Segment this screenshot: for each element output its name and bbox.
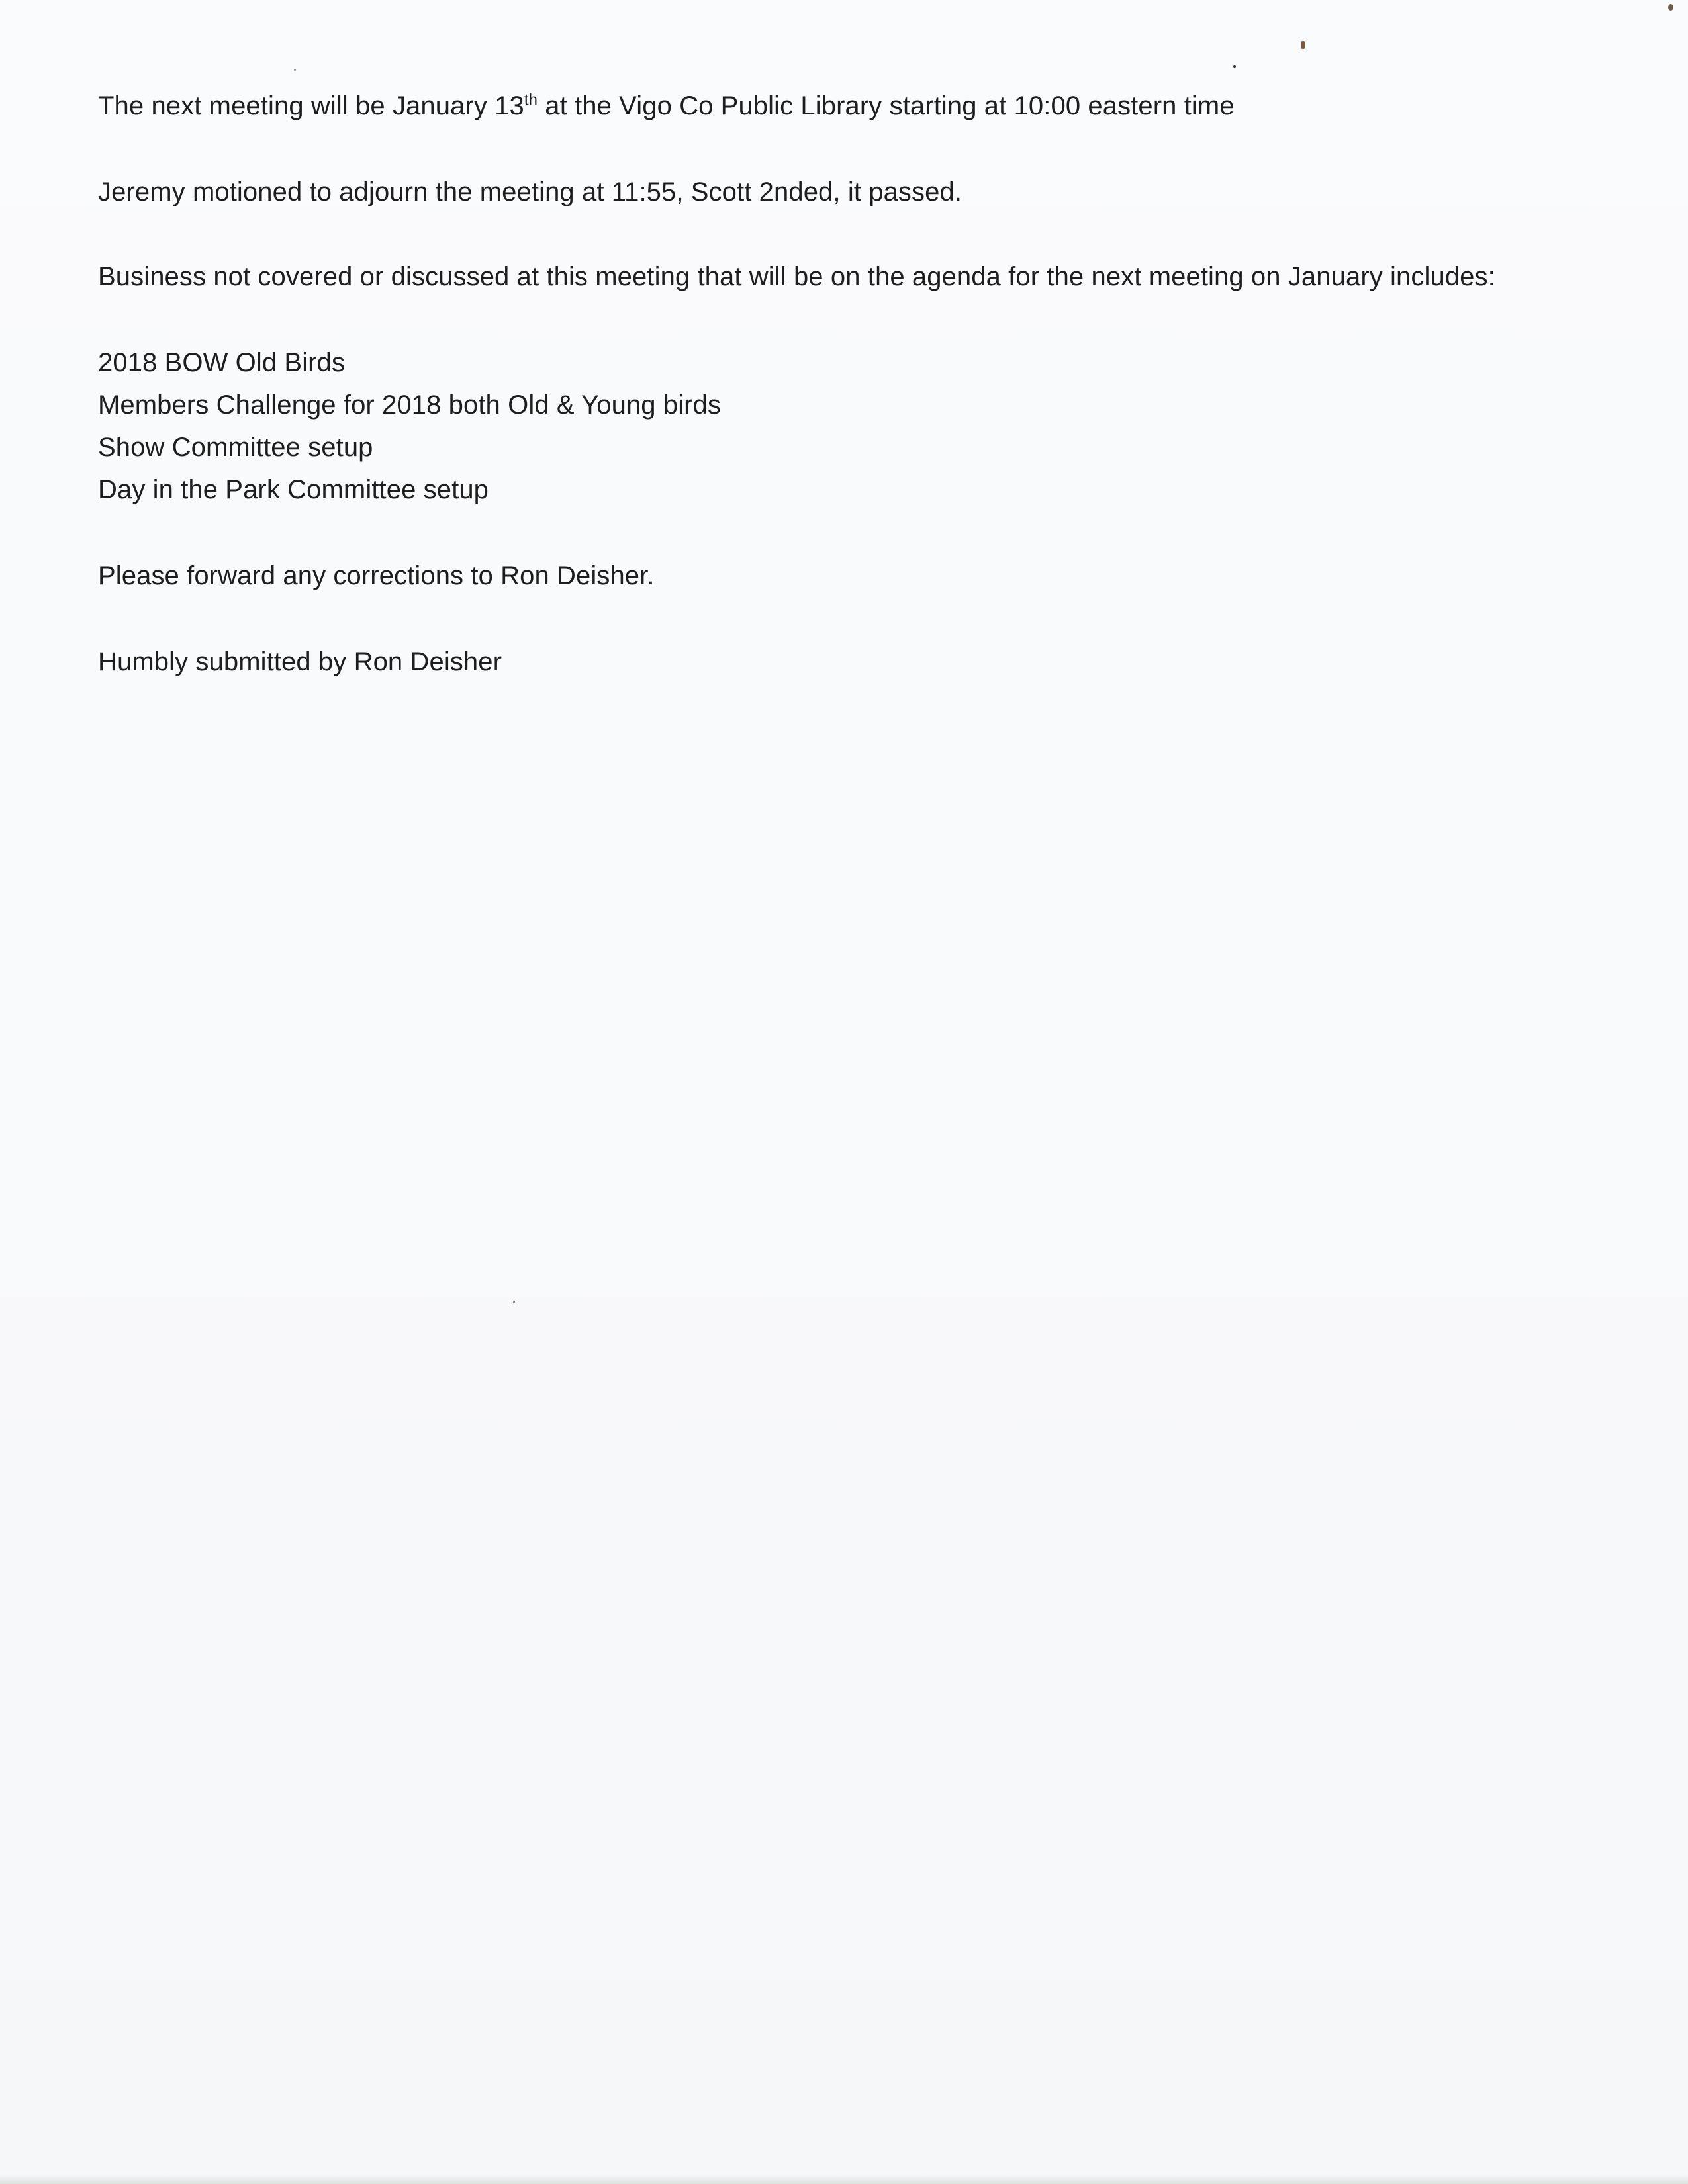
next-meeting-location: at the Vigo Co Public Library starting at 10:00 eastern time — [538, 91, 1235, 120]
adjourn-motion: Jeremy motioned to adjourn the meeting at 11:55, Scott 2nded, it passed. — [98, 177, 962, 206]
scan-speck — [294, 69, 296, 71]
agenda-item: Show Committee setup — [98, 433, 373, 462]
ordinal-suffix: th — [524, 91, 538, 109]
scan-speck — [513, 1301, 515, 1303]
business-not-covered: Business not covered or discussed at this meeting that will be on the agenda for the next meeting on January includes: — [98, 262, 1495, 291]
agenda-item: 2018 BOW Old Birds — [98, 348, 346, 377]
corrections-note: Please forward any corrections to Ron Deisher. — [98, 561, 655, 590]
next-meeting-line — [98, 90, 1235, 122]
scan-speck — [1233, 65, 1236, 68]
next-meeting-text: The next meeting will be January 13 — [98, 91, 524, 120]
agenda-item: Members Challenge for 2018 both Old & Young birds — [98, 390, 722, 420]
scan-edge — [0, 2175, 1688, 2184]
scan-speck — [1301, 41, 1305, 49]
signature-line: Humbly submitted by Ron Deisher — [98, 647, 502, 676]
agenda-item: Day in the Park Committee setup — [98, 475, 489, 504]
scan-speck — [1668, 4, 1673, 11]
